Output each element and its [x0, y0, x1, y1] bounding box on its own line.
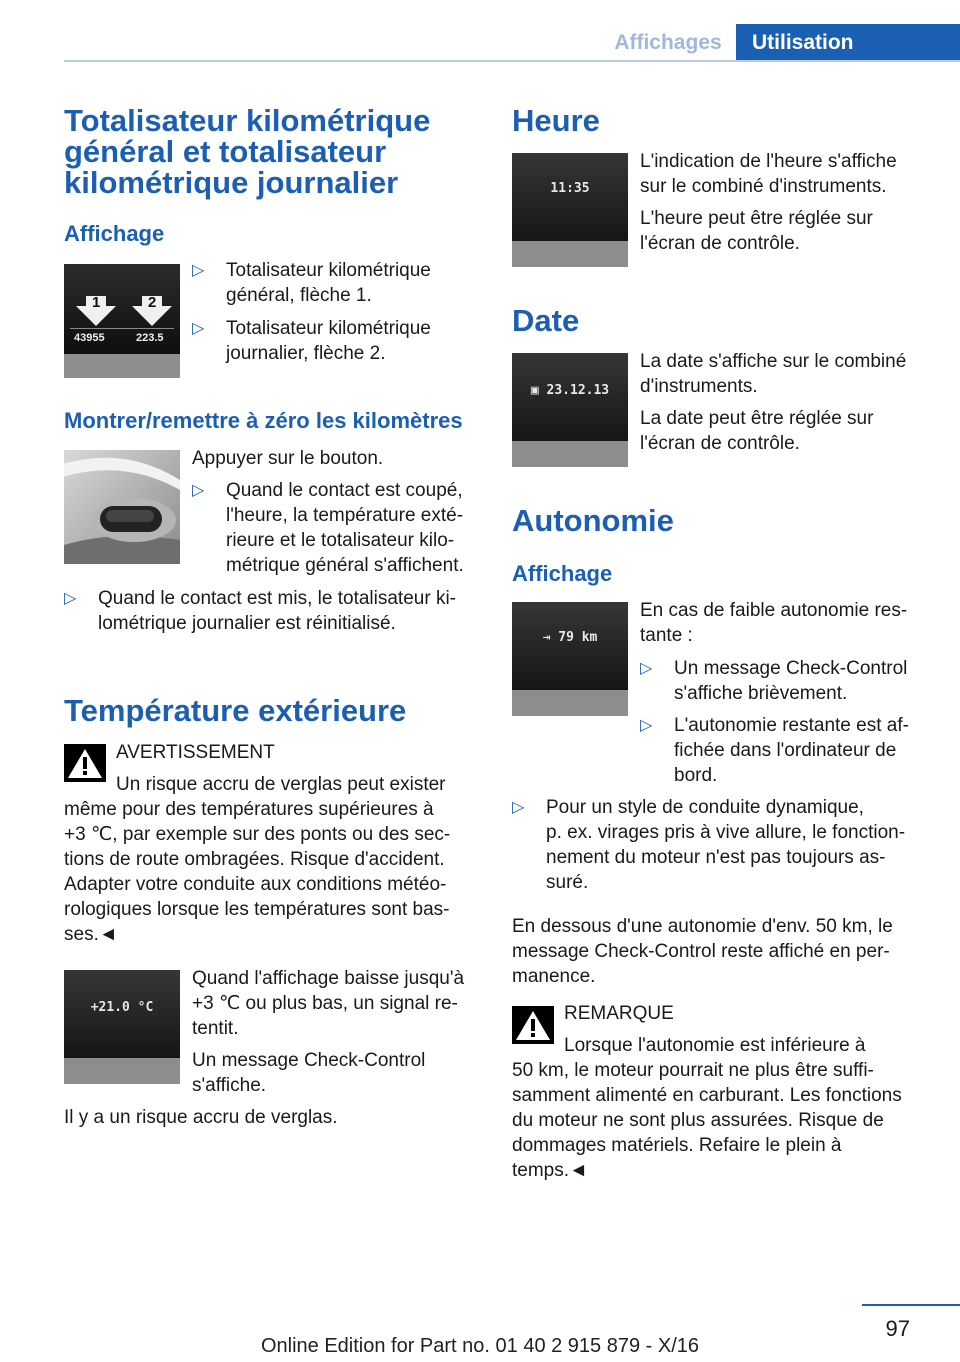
text-line: même pour des températures supérieures à	[64, 799, 434, 820]
text-line: dommages matériels. Refaire le plein à	[512, 1135, 842, 1156]
heading-autonomie: Autonomie	[512, 503, 674, 538]
date-display-illustration	[512, 353, 628, 467]
range-readout	[512, 630, 628, 645]
odometer-illustration	[64, 264, 180, 378]
text-line: manence.	[512, 966, 596, 987]
arrow-2-label: 2	[148, 294, 157, 311]
text-line: Quand l'affichage baisse jusqu'à	[192, 968, 465, 989]
heading-line: kilométrique journalier	[64, 165, 399, 200]
list-item	[64, 586, 484, 636]
text-line: +3 ℃ ou plus bas, un signal re-	[192, 993, 458, 1014]
text-line: l'heure, la température exté-	[226, 505, 464, 526]
temp-final: Il y a un risque accru de verglas.	[64, 1107, 338, 1128]
text-line: En dessous d'une autonomie d'env. 50 km, le	[512, 916, 893, 937]
temp-text-1	[192, 966, 482, 1041]
header-rule	[64, 60, 960, 62]
text-line: temps.◄	[512, 1160, 588, 1181]
clock-display-illustration	[512, 153, 628, 267]
heure-para-2	[640, 206, 940, 256]
heading-line: général et totalisateur	[64, 134, 387, 169]
text-line: La date s'affiche sur le combiné	[640, 351, 907, 372]
range-value: 79 km	[558, 630, 598, 645]
warning-title: AVERTISSEMENT	[116, 742, 275, 763]
list-item	[192, 258, 482, 308]
text-line: Un message Check-Control	[674, 658, 908, 679]
text-line: tentit.	[192, 1018, 239, 1039]
subheading-reset: Montrer/remettre à zéro les kilomètres	[64, 408, 463, 433]
text-line: Quand le contact est coupé,	[226, 480, 463, 501]
warning-icon	[64, 744, 106, 782]
text-line: sur le combiné d'instruments.	[640, 176, 887, 197]
subheading-affichage-right: Affichage	[512, 561, 613, 586]
heading-temperature: Température extérieure	[64, 693, 407, 728]
text-line: L'indication de l'heure s'affiche	[640, 151, 897, 172]
note-body	[512, 1058, 952, 1183]
text-line: En cas de faible autonomie res-	[640, 600, 908, 621]
text-line: La date peut être réglée sur	[640, 408, 874, 429]
text-line: p. ex. virages pris à vive allure, le fonction-	[546, 822, 906, 843]
text-line: Quand le contact est mis, le totalisateur ki-	[98, 588, 456, 609]
trip-km-value: 223.5	[136, 332, 164, 344]
list-item	[192, 478, 482, 578]
text-line: général, flèche 1.	[226, 285, 372, 306]
list-item	[640, 656, 940, 706]
list-item	[192, 316, 482, 366]
total-km-value: 43955	[74, 332, 105, 344]
auto-intro	[640, 598, 940, 648]
date-para-2	[640, 406, 940, 456]
heading-odometer	[64, 105, 484, 198]
fuel-pump-icon: ⇥	[542, 630, 559, 645]
text-line: message Check-Control reste affiché en per-	[512, 941, 890, 962]
bullet-triangle-icon: ▷	[64, 590, 77, 607]
date-value: 23.12.13	[546, 383, 610, 398]
text-line: Totalisateur kilométrique	[226, 260, 431, 281]
arrow-1-label: 1	[92, 294, 101, 311]
text-line: suré.	[546, 872, 589, 893]
text-line: Totalisateur kilométrique	[226, 318, 431, 339]
page-number: 97	[885, 1316, 910, 1341]
auto-paragraph	[512, 914, 942, 989]
time-readout: 11:35	[550, 181, 590, 196]
text-line: Pour un style de conduite dynamique,	[546, 797, 864, 818]
edition-footer: Online Edition for Part no. 01 40 2 915 879 - X/16	[260, 1335, 700, 1357]
heading-line: Totalisateur kilométrique	[64, 103, 431, 138]
warning-body	[64, 797, 484, 947]
warning-line: Un risque accru de verglas peut exister	[116, 774, 446, 795]
text-line: L'autonomie restante est af-	[674, 715, 909, 736]
range-display-illustration	[512, 602, 628, 716]
text-line: fichée dans l'ordinateur de	[674, 740, 897, 761]
subheading-affichage: Affichage	[64, 221, 165, 246]
tab-utilisation[interactable]: Utilisation	[736, 24, 960, 62]
text-line: ses.◄	[64, 924, 118, 945]
text-line: Adapter votre conduite aux conditions météo-	[64, 874, 447, 895]
text-line: journalier, flèche 2.	[226, 343, 386, 364]
bullet-triangle-icon: ▷	[192, 320, 205, 337]
text-line: métrique général s'affichent.	[226, 555, 464, 576]
reset-button-illustration	[64, 450, 180, 564]
text-line: nement du moteur n'est pas toujours as-	[546, 847, 886, 868]
temperature-display-illustration	[64, 970, 180, 1084]
note-line: Lorsque l'autonomie est inférieure à	[564, 1035, 866, 1056]
temperature-readout: +21.0 °C	[90, 1000, 154, 1015]
text-line: du moteur ne sont plus assurées. Risque de	[512, 1110, 884, 1131]
text-line: bord.	[674, 765, 718, 786]
bullet-triangle-icon: ▷	[512, 799, 525, 816]
bullet-triangle-icon: ▷	[192, 262, 205, 279]
text-line: l'écran de contrôle.	[640, 233, 800, 254]
text-line: s'affiche brièvement.	[674, 683, 848, 704]
heading-date: Date	[512, 303, 580, 338]
note-warning-icon	[512, 1006, 554, 1044]
reset-intro: Appuyer sur le bouton.	[192, 448, 384, 469]
heading-heure: Heure	[512, 103, 600, 138]
heure-para-1	[640, 149, 940, 199]
bullet-triangle-icon: ▷	[640, 660, 653, 677]
reset-knob-icon	[64, 450, 180, 564]
bullet-triangle-icon: ▷	[192, 482, 205, 499]
text-line: Un message Check-Control	[192, 1050, 426, 1071]
text-line: d'instruments.	[640, 376, 758, 397]
list-item	[512, 795, 942, 895]
date-readout	[512, 383, 628, 398]
text-line: 50 km, le moteur pourrait ne plus être suffi-	[512, 1060, 874, 1081]
calendar-icon: ▣	[530, 383, 547, 398]
note-title: REMARQUE	[564, 1003, 674, 1024]
list-item	[640, 713, 940, 788]
bullet-triangle-icon: ▷	[640, 717, 653, 734]
text-line: s'affiche.	[192, 1075, 267, 1096]
text-line: +3 ℃, par exemple sur des ponts ou des sec-	[64, 824, 451, 845]
text-line: rologiques lorsque les températures sont bas-	[64, 899, 450, 920]
text-line: samment alimenté en carburant. Les fonctions	[512, 1085, 902, 1106]
text-line: rieure et le totalisateur kilo-	[226, 530, 455, 551]
footer-rule	[862, 1304, 960, 1306]
tab-affichages[interactable]: Affichages	[614, 31, 722, 54]
text-line: l'écran de contrôle.	[640, 433, 800, 454]
text-line: lométrique journalier est réinitialisé.	[98, 613, 396, 634]
text-line: tions de route ombragées. Risque d'accident.	[64, 849, 445, 870]
text-line: L'heure peut être réglée sur	[640, 208, 873, 229]
text-line: tante :	[640, 625, 693, 646]
temp-text-2	[192, 1048, 482, 1098]
date-para-1	[640, 349, 940, 399]
